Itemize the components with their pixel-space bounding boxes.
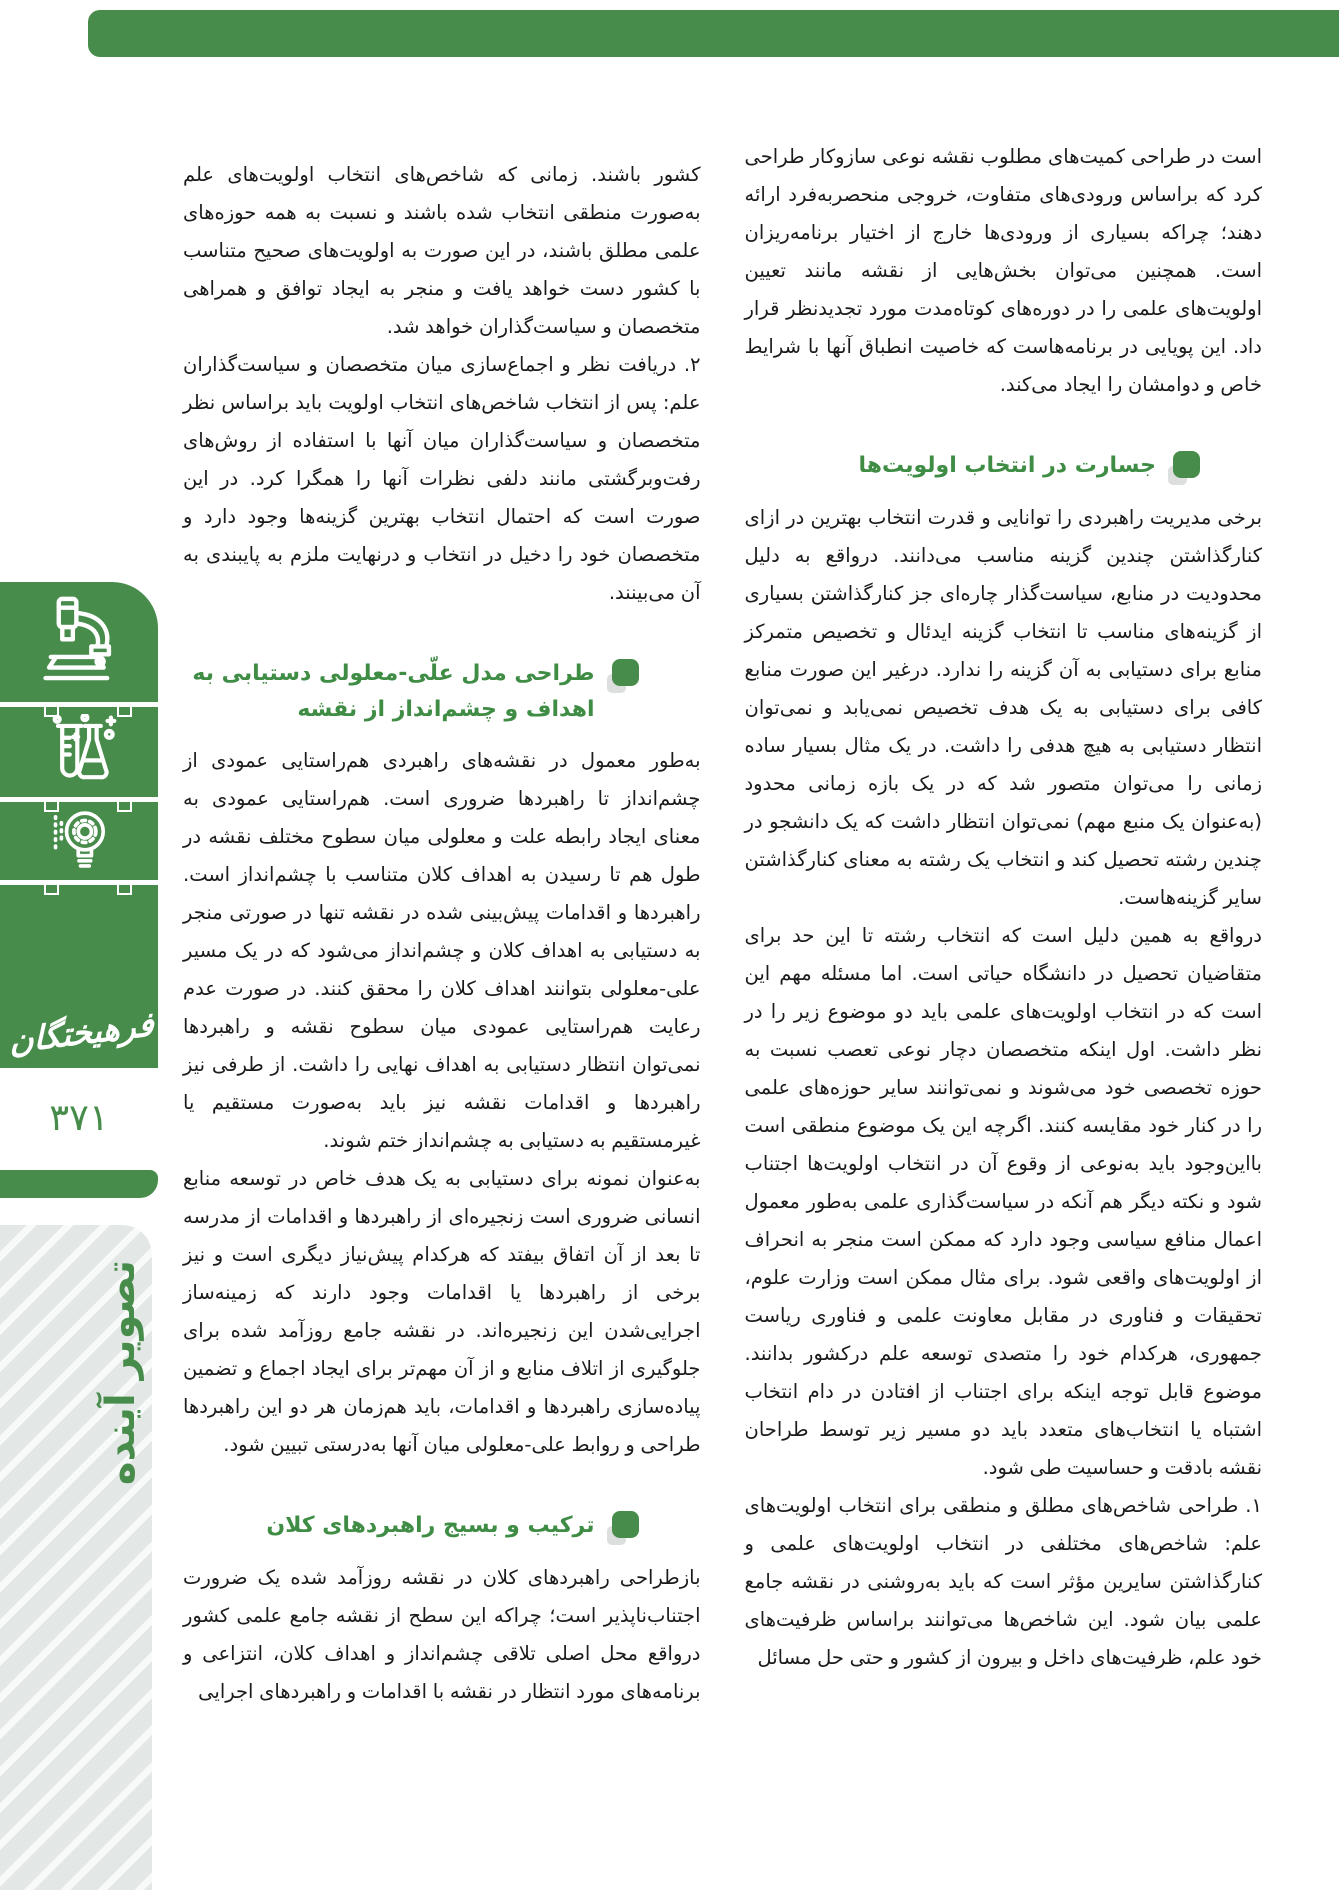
microscope-icon (35, 592, 123, 692)
innovation-bulb-gear-icon (40, 808, 118, 874)
section-heading (183, 1508, 639, 1545)
sidebar-segment-logo (0, 885, 158, 1068)
section-heading-text: ترکیب و بسیج راهبردهای کلان (266, 1513, 595, 1538)
body-paragraph: به‌عنوان نمونه برای دستیابی به یک هدف خاص در توسعه منابع انسانی ضروری است زنجیره‌ای از راهبردها و اقدامات از مدرسه تا بعد از آن اتفاق بیفتد که هرکدام پیش‌نیاز دیگری است و نیز برخی از راهبردها یا اقدامات وجود دارند که زمینه‌ساز اجرایی‌شدن این زنجیره‌اند. در نقشه جامع روزآمد شده برای جلوگیری از اتلاف منابع و از آن مهم‌تر برای ایجاد اجماع و تضمین پیاده‌سازی راهبردها و اقدامات، باید هم‌زمان هر دو این راهبردها طراحی و روابط علی-معلولی میان آنها به‌درستی تبیین شود. (183, 1167, 701, 1456)
page-number: ۳۷۱ (49, 1096, 109, 1139)
body-paragraph: ۲. دریافت نظر و اجماع‌سازی میان متخصصان و سیاست‌گذاران علم: پس از انتخاب شاخص‌های انتخاب اولویت باید براساس نظر متخصصان و سیاست‌گذاران میان آنها با استفاده از روش‌های رفت‌وبرگشتی مانند دلفی نظرات آنها را همگرا کرد. در این صورت است که احتمال انتخاب بهترین گزینه‌ها وجود دارد و متخصصان خود را دخیل در انتخاب و درنهایت ملزم به پایبندی به آن می‌بینند. (183, 353, 701, 604)
sidebar-icon-block (0, 582, 158, 1068)
section-heading-text: طراحی مدل علّی-معلولی دستیابی به اهداف و چشم‌انداز از نقشه (192, 661, 595, 722)
sidebar-segment-innovation (0, 802, 158, 880)
body-paragraph: ۱. طراحی شاخص‌های مطلق و منطقی برای انتخاب اولویت‌های علم: شاخص‌های مختلفی در انتخاب اولویت‌های علمی و کنارگذاشتن سایرین مؤثر است که باید به‌روشنی در نقشه جامع علمی بیان شود. این شاخص‌ها می‌توانند براساس ظرفیت‌های خود علم، ظرفیت‌های داخل و بیرون از کشور و حتی حل مسائل (744, 1494, 1262, 1669)
body-paragraph: بازطراحی راهبردهای کلان در نقشه روزآمد شده یک ضرورت اجتناب‌ناپذیر است؛ چراکه این سطح از نقشه جامع علمی کشور درواقع محل اصلی تلاقی چشم‌انداز و اهداف کلان، انتزاعی و برنامه‌های مورد انتظار در نقشه با اقدامات و راهبردهای اجرایی (183, 1566, 701, 1703)
column-right (745, 138, 1263, 1711)
top-accent-bar (88, 10, 1339, 57)
sidebar-segment-chemistry (0, 707, 158, 797)
section-heading (745, 448, 1201, 485)
chemistry-tubes-icon (37, 714, 121, 790)
section-heading (183, 656, 639, 728)
body-paragraph: کشور باشند. زمانی که شاخص‌های انتخاب اولویت‌های علم به‌صورت منطقی انتخاب شده باشند و نسبت به همه حوزه‌های علمی مطلق باشند، در این صورت به اولویت‌های صحیح متناسب با کشور دست خواهد یافت و منجر به ایجاد توافق و همراهی متخصصان و سیاست‌گذاران خواهد شد. (183, 163, 701, 338)
section-bullet-icon (607, 659, 639, 693)
section-bullet-icon (1168, 451, 1200, 485)
sidebar-segment-science (0, 582, 158, 702)
body-paragraph: درواقع به همین دلیل است که انتخاب رشته تا این حد برای متقاضیان تحصیل در دانشگاه حیاتی است. اما مسئله مهم این است که در انتخاب اولویت‌های علمی باید دو موضوع زیر را در نظر داشت. اول اینکه متخصصان دچار نوعی تعصب نسبت به حوزه تخصصی خود می‌شوند و نمی‌توانند سایر حوزه‌های علمی را در کنار خود مقایسه کنند. اگرچه این یک موضوع منطقی است بااین‌وجود باید به‌نوعی از وقوع آن در انتخاب اولویت‌ها اجتناب شود و نکته دیگر هم آنکه در سیاست‌گذاری علمی به‌طور معمول اعمال منافع سیاسی وجود دارد که ممکن است منجر به انحراف از اولویت‌های واقعی شود. برای مثال ممکن است وزارت علوم، تحقیقات و فناوری در مقابل معاونت علمی و فناوری ریاست جمهوری، هرکدام خود را متصدی توسعه علم درکشور بدانند. موضوع قابل توجه اینکه برای اجتناب از افتادن در دام انتخاب اشتباه یا انتخاب‌های متعدد باید دو مسیر زیر توسط طراحان نقشه بادقت و حساسیت طی شود. (744, 924, 1262, 1479)
body-paragraph: است در طراحی کمیت‌های مطلوب نقشه نوعی سازوکار طراحی کرد که براساس ورودی‌های متفاوت، خروجی منحصربه‌فرد ارائه دهند؛ چراکه بسیاری از ورودی‌ها خارج از اختیار برنامه‌ریزان است. همچنین می‌توان بخش‌هایی از نقشه مانند تعیین اولویت‌های علمی را در دوره‌های کوتاه‌مدت مورد تجدیدنظر قرار داد. این پویایی در برنامه‌هاست که خاصیت انطباق آنها با شرایط خاص و دوامشان را ایجاد می‌کند. (744, 145, 1262, 396)
farhikhtegan-logo: فرهیختگان (9, 1004, 155, 1061)
column-left (183, 138, 701, 1711)
section-heading-text: جسارت در انتخاب اولویت‌ها (858, 453, 1156, 478)
body-paragraph: برخی مدیریت راهبردی را توانایی و قدرت انتخاب بهترین در ازای کنارگذاشتن چندین گزینه مناسب می‌دانند. درواقع به دلیل محدودیت در منابع، سیاست‌گذار چاره‌ای جز کنارگذاشتن بسیاری از گزینه‌های مناسب تا انتخاب گزینه ایدئال و تخصیص متمرکز منابع برای دستیابی به آن گزینه را ندارد. درغیر این صورت منابع کافی برای دستیابی به یک هدف تخصیص نمی‌یابد و نمی‌توان انتظار دستیابی به هیچ هدفی را داشت. در یک مثال بسیار ساده زمانی را می‌توان متصور شد که در یک بازه زمانی محدود (به‌عنوان یک منبع مهم) نمی‌توان انتظار داشت که یک دانشجو در چندین رشته تحصیل کند و انتخاب یک رشته به معنای کنارگذاشتن سایر گزینه‌هاست. (744, 506, 1262, 909)
section-bullet-icon (607, 1511, 639, 1545)
green-tab-bar (0, 1170, 158, 1198)
article-body (183, 138, 1262, 1711)
section-vertical-label: تصویر آینده (98, 1260, 144, 1486)
body-paragraph: به‌طور معمول در نقشه‌های راهبردی هم‌راستایی عمودی از چشم‌انداز تا راهبردها ضروری است. هم‌راستایی عمودی به معنای ایجاد رابطه علت و معلولی میان سطوح مختلف نقشه در طول هم تا رسیدن به اهداف کلان متناسب با چشم‌انداز است. راهبردها و اقدامات پیش‌بینی شده در نقشه تنها در صورتی منجر به دستیابی به اهداف کلان و چشم‌انداز می‌شود که در یک مسیر علی-معلولی بتوانند اهداف کلان را محقق کنند. در صورت عدم رعایت هم‌راستایی عمودی میان سطوح نقشه و راهبردها نمی‌توان انتظار دستیابی به اهداف نهایی را داشت. از طرفی نیز راهبردها و اقدامات نقشه نیز باید به‌صورت مستقیم یا غیرمستقیم به دستیابی به چشم‌انداز ختم شوند. (183, 749, 701, 1152)
